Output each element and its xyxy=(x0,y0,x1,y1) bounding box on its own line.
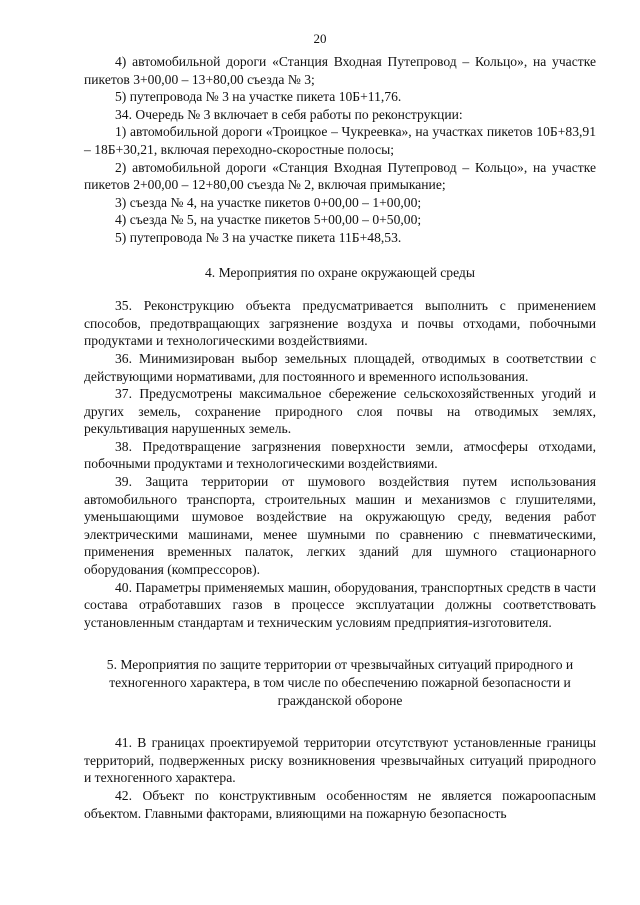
paragraph: 42. Объект по конструктивным особенностям не является пожароопасным объектом. Главными факторами, влияющими на пожарную безопасность xyxy=(84,787,596,821)
list-item: 3) съезда № 4, на участке пикетов 0+00,00 – 1+00,00; xyxy=(115,194,422,210)
list-item: 1) автомобильной дороги «Троицкое – Чукреевка», на участках пикетов 10Б+83,91 – 18Б+30,21, включая переходно-скоростные полосы; xyxy=(84,124,596,157)
section-heading: 4. Мероприятия по охране окружающей среды xyxy=(205,264,475,280)
paragraph: 38. Предотвращение загрязнения поверхности земли, атмосферы отходами, побочными продуктами и технологическими воздействиями. xyxy=(84,438,596,472)
paragraph: 36. Минимизирован выбор земельных площадей, отводимых в соответствии с действующими нормативами, для постоянного и временного использования. xyxy=(84,350,596,384)
paragraph: 41. В границах проектируемой территории отсутствуют установленные границы территорий, подверженных риску возникновения чрезвычайных ситуаций природного и техногенного характера. xyxy=(84,735,596,786)
paragraph: 35. Реконструкцию объекта предусматривается выполнить с применением способов, предотвращающих загрязнение воздуха и почвы отходами, побочными продуктами и технологическими воздействиями. xyxy=(84,298,596,349)
section-heading: 5. Мероприятия по защите территории от чрезвычайных ситуаций природного и техногенного характера, в том числе по обеспечению пожарной безопасности и гражданской обороне xyxy=(106,657,574,708)
list-item: 5) путепровода № 3 на участке пикета 10Б+11,76. xyxy=(115,89,402,105)
page-number: 20 xyxy=(313,31,327,46)
list-item: 2) автомобильной дороги «Станция Входная Путепровод – Кольцо», на участке пикетов 2+00,00 – 12+80,00 съезда № 2, включая примыкание; xyxy=(84,159,596,193)
document-body xyxy=(84,53,596,822)
list-item: 4) съезда № 5, на участке пикетов 5+00,00 – 0+50,00; xyxy=(115,212,422,228)
list-item: 5) путепровода № 3 на участке пикета 11Б+48,53. xyxy=(115,229,402,245)
paragraph: 37. Предусмотрены максимальное сбережение сельскохозяйственных угодий и других земель, сохранение природного слоя почвы на отводимых землях, рекультивация нарушенных земель. xyxy=(84,386,596,437)
list-item: 4) автомобильной дороги «Станция Входная Путепровод – Кольцо», на участке пикетов 3+00,00 – 13+80,00 съезда № 3; xyxy=(84,54,596,87)
paragraph: 39. Защита территории от шумового воздействия путем использования автомобильного транспорта, строительных машин и механизмов с глушителями, уменьшающими шумовое воздействие на окружающую среду, ведения работ электрическими машинами, менее шумными по сравнению с пневматическими, применения временных палаток, легких зданий для шумного стационарного оборудования (компрессоров). xyxy=(84,474,596,578)
paragraph: 40. Параметры применяемых машин, оборудования, транспортных средств в части состава отработавших газов в процессе эксплуатации должны соответствовать установленным стандартам и техническим условиям предприятия-изготовителя. xyxy=(84,579,596,630)
paragraph: 34. Очередь № 3 включает в себя работы по реконструкции: xyxy=(115,106,463,122)
